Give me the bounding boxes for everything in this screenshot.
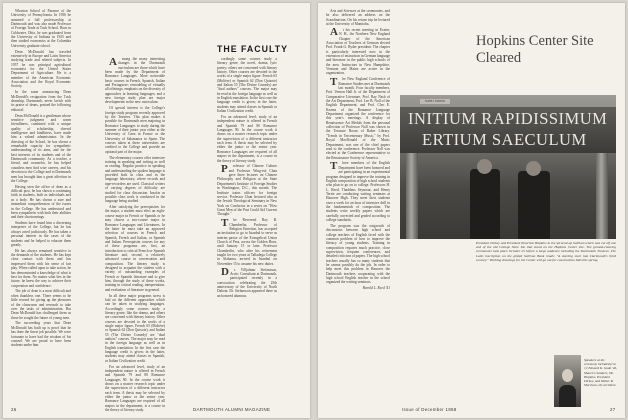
- left-column-3: [217, 57, 277, 403]
- photo-sign: SUPPLY STATION: [420, 99, 450, 104]
- paragraph: Dean McDonald has traveled extensively in Europe and Latin America studying trade and related subjects. In 1957 he was principal agricultural economist for the United States Department of Agriculture. He is a member of the American Economic Association and the Royal Economic Society.: [11, 49, 71, 89]
- paragraph: The succeeding years that Dean McDonald has built up is proof that he has done the finest job possible. We were fortunate to have had the wisdom of his counsel. We are proud to have been students under him.: [11, 321, 71, 348]
- author-signature: Harold L. Reed '41: [362, 286, 390, 291]
- person-bust: [559, 385, 576, 407]
- left-column-1: [11, 9, 71, 403]
- stone-column: [596, 153, 608, 239]
- section-title: THE FACULTY: [217, 44, 288, 54]
- paragraph: The job of dean is a most difficult and often thankless one. There seems to be little reward for giving up the pleasures of the classroom and research to take over the tasks of administration. But Dean McDonald has challenged them as those he sought the future of young men.: [11, 289, 71, 320]
- speakers-photo: [554, 355, 581, 407]
- person-head: [526, 161, 541, 176]
- paragraph: The Reverend Roy B. Chamberlin, Professor of Religion Emeritus, has accepted an invitation to go to Istanbul to serve as interim pastor of the Evangelical Union Church of Pera, across the Golden Horn, until January 15 or later. Professor Chamberlin, who after his retirement taught for two years at Talladega College in Alabama, arrived in Istanbul on November 15 to assume his new duties.: [217, 216, 277, 266]
- paragraph: Arts and Sciences at the ceremonies, and he also delivered an address on the Scandinavian. On his return trip he lectured at the University of Manitoba.: [326, 9, 390, 27]
- right-column-1: [326, 9, 390, 403]
- left-page: [3, 3, 310, 418]
- person-figure: [518, 171, 550, 239]
- paragraph: Dr. Villjalmur Stefansson, Arctic Consultant at Dartmouth, participated recently in a convocation celebrating the 25th anniversary of the University of North Dakota. Dr. Stefansson appeared there as an honored alumnus.: [217, 266, 277, 298]
- paragraph: Among the many interesting changes in the Dartmouth curriculum are those which have been made by the Department of Romance Languages. More noticeable basic courses in French, Spanish, Italian and Portuguese; remodeling of virtually all offerings; emphasis on the diversity of approaches in learning languages; and a new foreign study plan are major developments in the new curriculum.: [105, 55, 165, 105]
- paragraph: In all these major programs stress is laid on the different approaches which can be taken in studying languages. Accordingly some courses study a literary genre, like the drama, and others are concerned with literary history. Other courses are devoted to the works of a single major figure, French 65 (Molière) or Spanish 62 (Don Quixote), and Italian 55 (The Divine Comedy) are "dual authors" courses. The major may be read in the foreign language as well as in English translation. In the first case the language credit is given; in the latter, students may attend classes in Spanish, or Italian Civilization credit.: [105, 293, 165, 363]
- paragraph: The New England Conference of Romance Studies met at Dartmouth last month. Four faculty members, Prof. Vernon Hall Jr. of the Department of Comparative Literature, Prof. Ray Nash of the Art Department, Prof. Lee B. Noll of the English Department, and Prof. Cleo E. Kearns of the Romance Language Department organized the conference for this year's meetings. A display of Renaissance Art Medals from the personal collection of Professor Noll was shown in the Treasure Room of Baker Library. "Trends in Tercentenary Music," by Prof. Royal MacDonald of the Music Department, was one of the chief papers read to the conference. Professor Noll was elected at the Conference representative to the Renaissance Society of America.: [326, 75, 390, 160]
- paragraph: Of special interest is the College's foreign study program recently approved by the Trustees. This plan makes it possible for Dartmouth men majoring in Romance Languages to study during the summer of their junior year either at the University of Caen in France or the University of Salamanca in Spain. The courses taken at these universities are credited to the College and provide an optional part of the major.: [105, 106, 165, 154]
- paragraph: The program was the outgrowth of discussions between high school and college teachers of English faced with the common problem of how to improve the literacy of young students. Training in composition requires much practice, close supervision, frequent conferences, and detailed criticism of papers. The high school teachers usually has so many students that he cannot possibly do the job. In order to help meet this problem in Hanover the Dartmouth teachers cooperating with the high school English teacher in the school organized the writing seminars.: [326, 223, 390, 285]
- paragraph: Three members of the English Department have been honored and are participating in an experimental program designed to improve the training in English composition of high school students who plan to go on to college. Professors H. L. Reed, Thaddeus Seymour, and Henry Terrie are conducting writing seminars at Hanover High. They meet their students once a week for an hour of intensive drill in the fundamentals of composition. The students write weekly papers which are carefully corrected and graded according to college standards.: [326, 159, 390, 222]
- paragraph: In the same announcing Dean McDonald's resignation from the Tuck deanship, Dartmouth, never lavish with its praise of deans, praised the following editorial:: [11, 90, 71, 112]
- paragraph: The elementary courses offer intensive training in speaking and writing as well as reading. Regular practice in speaking and understanding the spoken language is provided both in class and in the language laboratory, where records and tape-recorders are used. Classical writers of varying degrees of difficulty are studied for class discussion. Insofar as possible class work is conducted in the language being studied.: [105, 155, 165, 204]
- paragraph: Wharton School of Finance of the University of Pennsylvania. In 1956 he assumed a full professorship at Dartmouth and was also made Professor of Foreign Trade at Tuck School. Born in Coldwater, Ohio, he was graduated from the University of Indiana in 1925 and then studied economics at the Columbia University graduate school.: [11, 9, 71, 48]
- article-headline: Hopkins Center Site Cleared: [476, 33, 594, 66]
- speakers-caption: Speakers at the ceremony included (l to r): Edward K. Gude '46, Maurice Sanders, Mr. Hopkins, President Dickey, and Walter R. Morrison, the architect.: [584, 358, 617, 388]
- ceremony-photo: [400, 95, 616, 239]
- page-number-left: 26: [11, 407, 17, 412]
- magazine-title-footer: DARTMOUTH ALUMNI MAGAZINE: [193, 407, 271, 412]
- paragraph: For an advanced level, study of an independent nature is offered in French and Spanish 79 and 80 Romance Languages 90. In the course work it draws on a master research topic under the supervision of a different instructor each term. A thesis may be selected by either the junior or the senior year. Romance Languages are required of all majors in the department, is a course in the theory of literary study.: [217, 115, 277, 163]
- paragraph: At his recent meeting in Exeter, N. H., the Northern New England Chapter of the American Association of Teachers of German elected Prof. Frank G. Ryder president. The chapter is particularly interested now in the extension of instruction in German language and literature in the public high schools of the area. Instructors in New Hampshire, Vermont and Maine are active in the organization.: [326, 26, 390, 76]
- stone-column: [406, 153, 418, 239]
- photo-inscription-line-1: INITIUM RAPIDISSIMUM: [408, 109, 608, 128]
- photo-inscription-line-2: ERTIUM SAECULUM: [422, 130, 587, 149]
- paragraph: Students have found him a discerning interpreter of the College, but he has always acted judiciously. He has taken a personal interest in the cases of the students and he helped to educate them greatly.: [11, 221, 71, 247]
- person-head: [477, 159, 492, 174]
- left-column-2: [105, 55, 165, 413]
- paragraph: cordingly some courses study a literary genre, the novel, drama, lyric poetry; others are concerned with literary history. Other courses are devoted to the works of a single major figure. French 65 (Molière) or Spanish 62 (Don Quixote) and Italian 55 (The Divine Comedy) are "dual authors" courses. The major may be read in the foreign language as well as in English translation. In the first case the language credit is given; in the latter, students may attend classes in Spanish or Italian Civilization credit.: [217, 57, 277, 114]
- paragraph: Having seen the office of dean as a difficult post, he has shown a continuing faith in students, both as individuals and as a body. He has shown a sure and immediate comprehension of the issues in the College. He has understood and been sympathetic with both their abilities and their shortcomings.: [11, 184, 71, 220]
- page-number-right: 27: [610, 407, 616, 412]
- paragraph: Dean McDonald is a gentleman whose sensitive judgment and warm friendliness, combined with a unique quality of scholarship, shrewd intelligence and kindliness, have made him a valued administrator. In the directing of the School, he has shown a remarkable capacity for sympathetic understanding of its aims, and for the best interests of its students and of the Dartmouth community. As a teacher, a friend, and counselor, he has helped countless men find wise careers, and his devotion to the College and to Dartmouth men has brought him a great affection in the College.: [11, 113, 71, 183]
- photo-caption: President Dickey and President Emeritus Hopkins in the spruced-up Sullivan which was cut off one end of the old College Store Inn that stood on the Hopkins Center site. The ground-clearing ceremonies took place October 25 before a large audience including the Dartmouth Trustees. The Latin inscription on the gilded Sullivan Bank reads: "A starting start into Dartmouth's third century." Working drawings for the Center will go out for construction bids this spring.: [476, 241, 616, 262]
- paragraph: After satisfying the prerequisites for the major, a student must elect an eight-course major in French or Spanish or he may choose a two-course major in Romance Languages and Literatures. In the latter he must take an approved selection of courses in French and Spanish, French and Italian, or Spanish and Italian. Prerequisite courses for any of these programs are, first, an introduction to critical French or Spanish literature and, second, a relatively advanced course in conversation and composition. The literary study is designed to acquaint the student with a variety of outstanding examples of French or Spanish literature and to give him, through the study of these works, training in critical reading, interpretation, and evaluation of literature in general.: [105, 205, 165, 292]
- issue-date-footer: Issue of December 1958: [402, 407, 457, 412]
- paragraph: For an advanced level, study of an independent nature is offered in French and Spanish 79 and 80 Romance Languages 90. In the course work it draws on a master research topic under the supervision of a different instructor each term. A thesis may be selected by either the junior or the senior year. Romance Languages are required of all majors in the department, is a course in the theory of literary study.: [105, 364, 165, 413]
- person-figure: [470, 169, 500, 239]
- person-face: [562, 369, 573, 382]
- paragraph: Professor of Chinese Culture and Professor Wing-tsit Chan gave three lectures on Chinese Philosophy and Religion at the State Department's Institute of Foreign Studies in Washington, D.C., this month. The Institute trains officers for foreign service. Professor Chan lectured also at the Jewish Theological Seminary in New York on Confucius in a series on "How Great Men of the Past Could Aid Current Thought.": [217, 162, 277, 217]
- paragraph: He has always remained sensitive to the demands of the students. He has kept close contact with them and has impressed them with his sense of fair play. When called upon to take action, he has demonstrated a knowledge of what is best for them. No matter what lies in the future, he knew the way to achieve their cooperation and confidence.: [11, 248, 71, 288]
- right-page: [318, 3, 625, 418]
